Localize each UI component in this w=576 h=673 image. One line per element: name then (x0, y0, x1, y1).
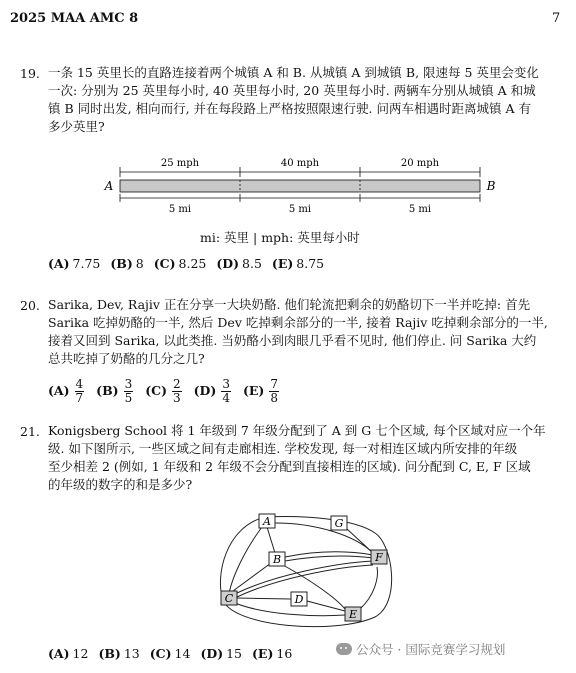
page-number: 7 (552, 11, 561, 26)
distance-label-3: 5 mi (408, 204, 432, 215)
speed-label-2: 40 mph (280, 158, 320, 169)
q20-choice-a: (A) $\frac{4}{7}$ (48, 377, 84, 405)
corridor-outer (220, 517, 391, 627)
q21-text (48, 422, 546, 494)
node-b: B (272, 553, 282, 566)
corridor-e-f (360, 567, 377, 609)
corridor-c-d (237, 598, 291, 599)
q20-number: 20. (20, 298, 40, 313)
unit-legend: mi: 英里 | mph: 英里每小时 (200, 230, 360, 245)
page-header-title: 2025 MAA AMC 8 (10, 11, 139, 26)
q19-number: 19. (20, 66, 40, 81)
region-graph (215, 505, 405, 633)
town-b-label: B (486, 179, 496, 193)
q19-choice-e: (E) 8.75 (271, 256, 325, 271)
node-f: F (375, 551, 383, 564)
q20-line: Sarika 吃掉奶酪的一半, 然后 Dev 吃掉剩余部分的一半, 接着 Rajiv 吃掉剩余部分的一半, (48, 315, 548, 330)
q20-choice-c: (C) $\frac{2}{3}$ (145, 377, 181, 405)
q19-choice-b: (B) 8 (110, 256, 144, 271)
watermark-text: 公众号 · 国际竞赛学习规划 (356, 642, 506, 657)
corridor-a-b (267, 527, 275, 553)
node-c: C (224, 592, 234, 605)
q21-line: 的年级的数字的和是多少? (48, 477, 193, 492)
road-bar (120, 180, 480, 192)
q19-line: 镇 B 同时出发, 相向而行, 并在每段路上严格按照限速行驶. 问两车相遇时距离城镇 A 有 (48, 101, 531, 116)
q21-number: 21. (20, 424, 40, 439)
corridor-c-e (235, 603, 345, 616)
q21-choice-d: (D) 15 (200, 646, 243, 661)
town-a-label: A (104, 179, 114, 193)
road-diagram (100, 150, 500, 218)
q19-choice-d: (D) 8.5 (216, 256, 262, 271)
distance-label-2: 5 mi (288, 204, 312, 215)
speed-label-1: 25 mph (160, 158, 200, 169)
corridor-a-c (229, 527, 262, 593)
corridor-a-f (275, 523, 373, 553)
node-d: D (294, 593, 304, 606)
q21-choice-c: (C) 14 (149, 646, 191, 661)
wechat-icon (336, 643, 352, 655)
node-a: A (263, 515, 271, 528)
q20-choice-b: (B) $\frac{3}{5}$ (96, 377, 133, 405)
distance-label-1: 5 mi (168, 204, 192, 215)
q21-choice-a: (A) 12 (48, 646, 89, 661)
node-g: G (334, 517, 344, 530)
q20-line: Sarika, Dev, Rajiv 正在分享一大块奶酪. 他们轮流把剩余的奶酪切下一半并吃掉: 首先 (48, 297, 531, 312)
q21-choice-b: (B) 13 (98, 646, 140, 661)
watermark (336, 640, 505, 658)
q21-choice-e: (E) 16 (252, 646, 293, 661)
speed-label-3: 20 mph (400, 158, 440, 169)
q19-text (48, 64, 539, 136)
q19-choices (48, 256, 324, 271)
q20-choice-d: (D) $\frac{3}{4}$ (193, 377, 230, 405)
q19-line: 一次: 分别为 25 英里每小时, 40 英里每小时, 20 英里每小时. 两辆车分别从城镇 A 和城 (48, 83, 536, 98)
q21-line: 级. 如下图所示, 一些区域之间有走廊相连. 学校发现, 每一对相连区域内所安排的年级 (48, 441, 518, 456)
node-e: E (348, 608, 358, 621)
q19-choice-c: (C) 8.25 (153, 256, 207, 271)
q19-line: 多少英里? (48, 119, 105, 134)
q19-line: 一条 15 英里长的直路连接着两个城镇 A 和 B. 从城镇 A 到城镇 B, 限速每 5 英里会变化 (48, 65, 539, 80)
q20-text (48, 296, 548, 368)
q20-line: 总共吃掉了奶酪的几分之几? (48, 351, 205, 366)
q20-line: 接着又回到 Sarika, 以此类推. 当奶酪小到肉眼几乎看不见时, 他们停止. 问 Sarika 大约 (48, 333, 537, 348)
q20-choice-e: (E) $\frac{7}{8}$ (242, 377, 278, 405)
q21-line: 至少相差 2 (例如, 1 年级和 2 年级不会分配到直接相连的区域). 问分配到 C, E, F 区域 (48, 459, 531, 474)
q21-line: Konigsberg School 将 1 年级到 7 年级分配到了 A 到 G 七个区域, 每个区域对应一个年 (48, 423, 546, 438)
q21-choices (48, 646, 292, 661)
q20-choices (48, 378, 281, 405)
q19-choice-a: (A) 7.75 (48, 256, 101, 271)
corridor-g-f (347, 529, 373, 553)
